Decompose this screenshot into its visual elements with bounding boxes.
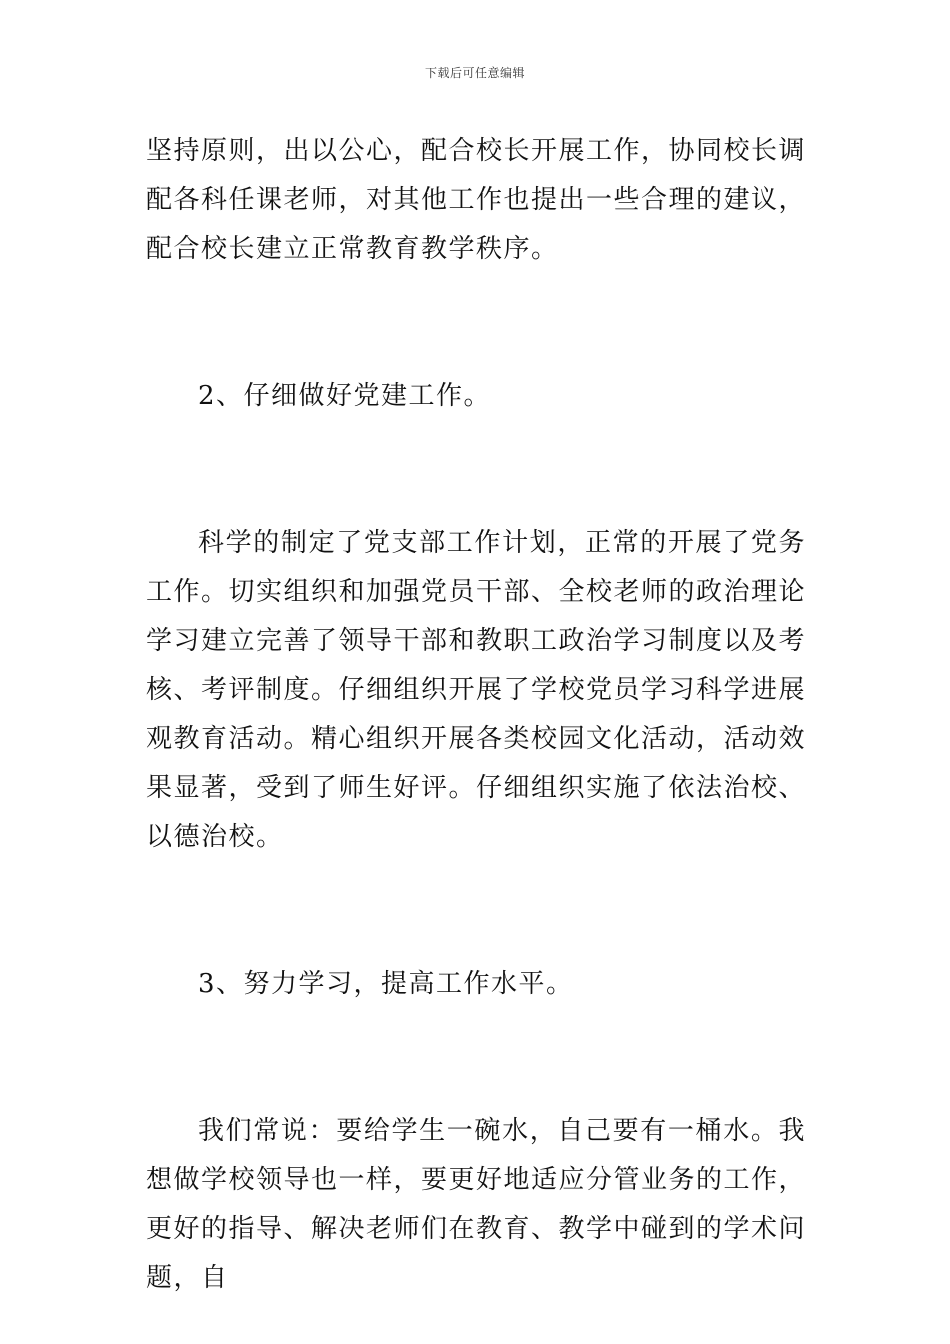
section-heading-study: 3、努力学习，提高工作水平。 <box>198 969 574 999</box>
page-header-note: 下载后可任意编辑 <box>424 66 525 80</box>
paragraph-study: 我们常说：要给学生一碗水，自己要有一桶水。我想做学校领导也一样，要更好地适应分管业务的工作，更好的指导、解决老师们在教育、教学中碰到的学术问题，自 <box>146 1116 807 1293</box>
paragraph-continuation: 坚持原则，出以公心，配合校长开展工作，协同校长调配各科任课老师，对其他工作也提出一些合理的建议，配合校长建立正常教育教学秩序。 <box>146 136 807 264</box>
section-heading-party-building: 2、仔细做好党建工作。 <box>198 381 492 411</box>
paragraph-party-work: 科学的制定了党支部工作计划，正常的开展了党务工作。切实组织和加强党员干部、全校老师的政治理论学习建立完善了领导干部和教职工政治学习制度以及考核、考评制度。仔细组织开展了学校党员学习科学进展观教育活动。精心组织开展各类校园文化活动，活动效果显著，受到了师生好评。仔细组织实施了依法治校、以德治校。 <box>146 528 807 852</box>
document-body <box>146 127 806 1303</box>
